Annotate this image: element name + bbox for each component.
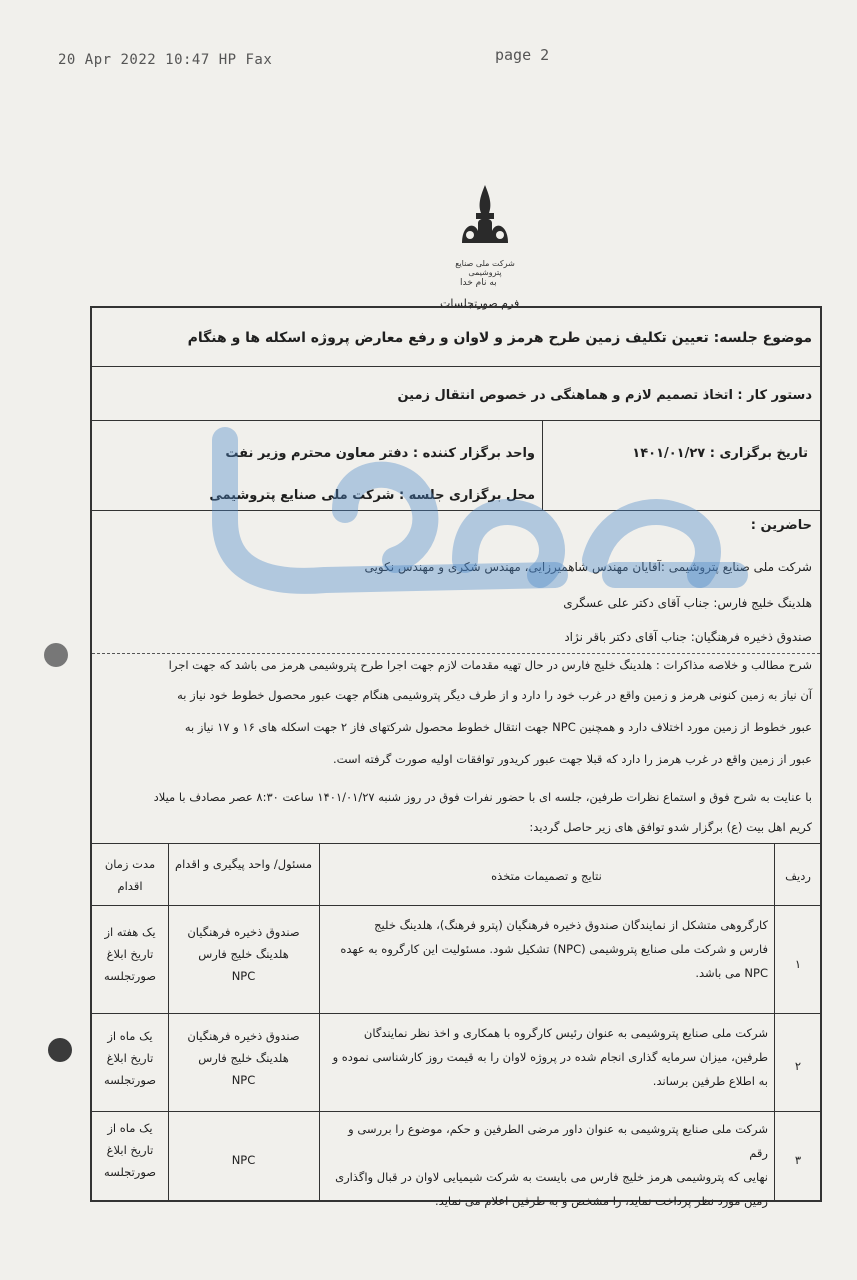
meeting-organizer: واحد برگزار کننده : دفتر معاون محترم وزیر نفت (225, 446, 535, 461)
meeting-agenda: دستور کار : اتخاذ تصمیم لازم و هماهنگی در خصوص انتقال زمین (397, 388, 812, 403)
row-number: ۲ (794, 1059, 802, 1073)
punch-hole (44, 643, 68, 667)
fax-page-number: page 2 (495, 46, 550, 64)
row-deadline: یک ماه از تاریخ ابلاغ صورتجلسه (103, 1121, 157, 1179)
header-responsible: مسئول/ واحد پیگیری و اقدام (174, 857, 312, 871)
description-line: عبور از زمین واقع در غرب هرمز را دارد که قبلا جهت عبور کریدور توافقات اولیه صورت گرفته است. (332, 752, 812, 766)
header-row: ردیف (785, 869, 811, 883)
row-deadline: یک هفته از تاریخ ابلاغ صورتجلسه (103, 925, 157, 983)
description-line: با عنایت به شرح فوق و استماع نظرات طرفین، جلسه ای با حضور نفرات فوق در روز شنبه ۱۴۰۱/۰۱/۲۷ ساعت ۸:۳۰ عصر مصادف با میلاد (153, 790, 812, 804)
attendee-line: شرکت ملی صنایع پتروشیمی :آقایان مهندس شاهمیرزایی، مهندس شکری و مهندس نکویی (364, 560, 812, 574)
org-caption: شرکت ملی صنایع پتروشیمی (455, 259, 515, 277)
row-result: شرکت ملی صنایع پتروشیمی به عنوان داور مرضی الطرفین و حکم، موضوع را بررسی و رقم نهایی که پتروشیمی هرمز خلیج فارس می بایست به شرکت شیمیایی لاوان در قبال واگذاری زمین مورد نظر پرداخت نماید، را مشخص و به طرفین اعلام می نماید. (335, 1122, 768, 1208)
row-responsible: NPC (231, 1153, 256, 1167)
header-result: نتایج و تصمیمات متخذه (491, 869, 602, 883)
meeting-venue: محل برگزاری جلسه : شرکت ملی صنایع پتروشیمی (209, 488, 535, 503)
row-number: ۳ (794, 1153, 802, 1167)
fax-header: 20 Apr 2022 10:47 HP Fax (58, 52, 273, 68)
row-result: کارگروهی متشکل از نمایندگان صندوق ذخیره فرهنگیان (پترو فرهنگ)، هلدینگ خلیج فارس و شرکت ملی صنایع پتروشیمی (NPC) تشکیل شود. مسئولیت این کارگروه به عهده NPC می باشد. (340, 918, 768, 980)
attendee-line: صندوق ذخیره فرهنگیان: جناب آقای دکتر باقر نژاد (564, 630, 812, 644)
meeting-subject: موضوع جلسه: تعیین تکلیف زمین طرح هرمز و لاوان و رفع معارض پروژه اسکله ها و هنگام (187, 330, 812, 346)
nipc-flame-logo-icon (440, 183, 530, 277)
minutes-form (90, 306, 822, 1208)
row-responsible: صندوق ذخیره فرهنگیان هلدینگ خلیج فارس NPC (187, 1029, 300, 1087)
attendees-title: حاضرین : (750, 518, 812, 533)
bismillah: به نام خدا (460, 278, 497, 288)
row-number: ۱ (794, 957, 802, 971)
row-responsible: صندوق ذخیره فرهنگیان هلدینگ خلیج فارس NPC (187, 925, 300, 983)
header-deadline: مدت زمان اقدام (104, 857, 156, 893)
punch-hole (48, 1038, 72, 1062)
description-line: آن نیاز به زمین کنونی هرمز و زمین واقع در غرب خود را دارد و از طرف دیگر پتروشیمی هنگام جهت عبور محصول خطوط خود نیاز به (177, 688, 812, 702)
form-title: فرم صورتجلسات (440, 297, 520, 310)
decisions-table (92, 843, 820, 1208)
row-deadline: یک ماه از تاریخ ابلاغ صورتجلسه (103, 1029, 157, 1087)
row-result: شرکت ملی صنایع پتروشیمی به عنوان رئیس کارگروه با همکاری و اخذ نظر نمایندگان طرفین، میزان سرمایه گذاری انجام شده در پروژه لاوان را به قیمت روز کارشناسی نموده و به اطلاع طرفین برساند. (332, 1026, 768, 1088)
meeting-date: تاریخ برگزاری : ۱۴۰۱/۰۱/۲۷ (632, 446, 808, 461)
description-line: کریم اهل بیت (ع) برگزار شدو توافق های زیر حاصل گردید: (529, 820, 812, 834)
description-line: شرح مطالب و خلاصه مذاکرات : هلدینگ خلیج فارس در حال تهیه مقدمات لازم جهت اجرا طرح پتروشیمی هرمز می باشد که جهت اجرا (168, 658, 812, 672)
attendee-line: هلدینگ خلیج فارس: جناب آقای دکتر علی عسگری (563, 596, 812, 610)
description-line: عبور خطوط از زمین مورد اختلاف دارد و همچنین NPC جهت انتقال خطوط محصول شرکتهای فاز ۲ جهت اسکله های ۱۶ و ۱۷ نیاز به (184, 720, 812, 734)
